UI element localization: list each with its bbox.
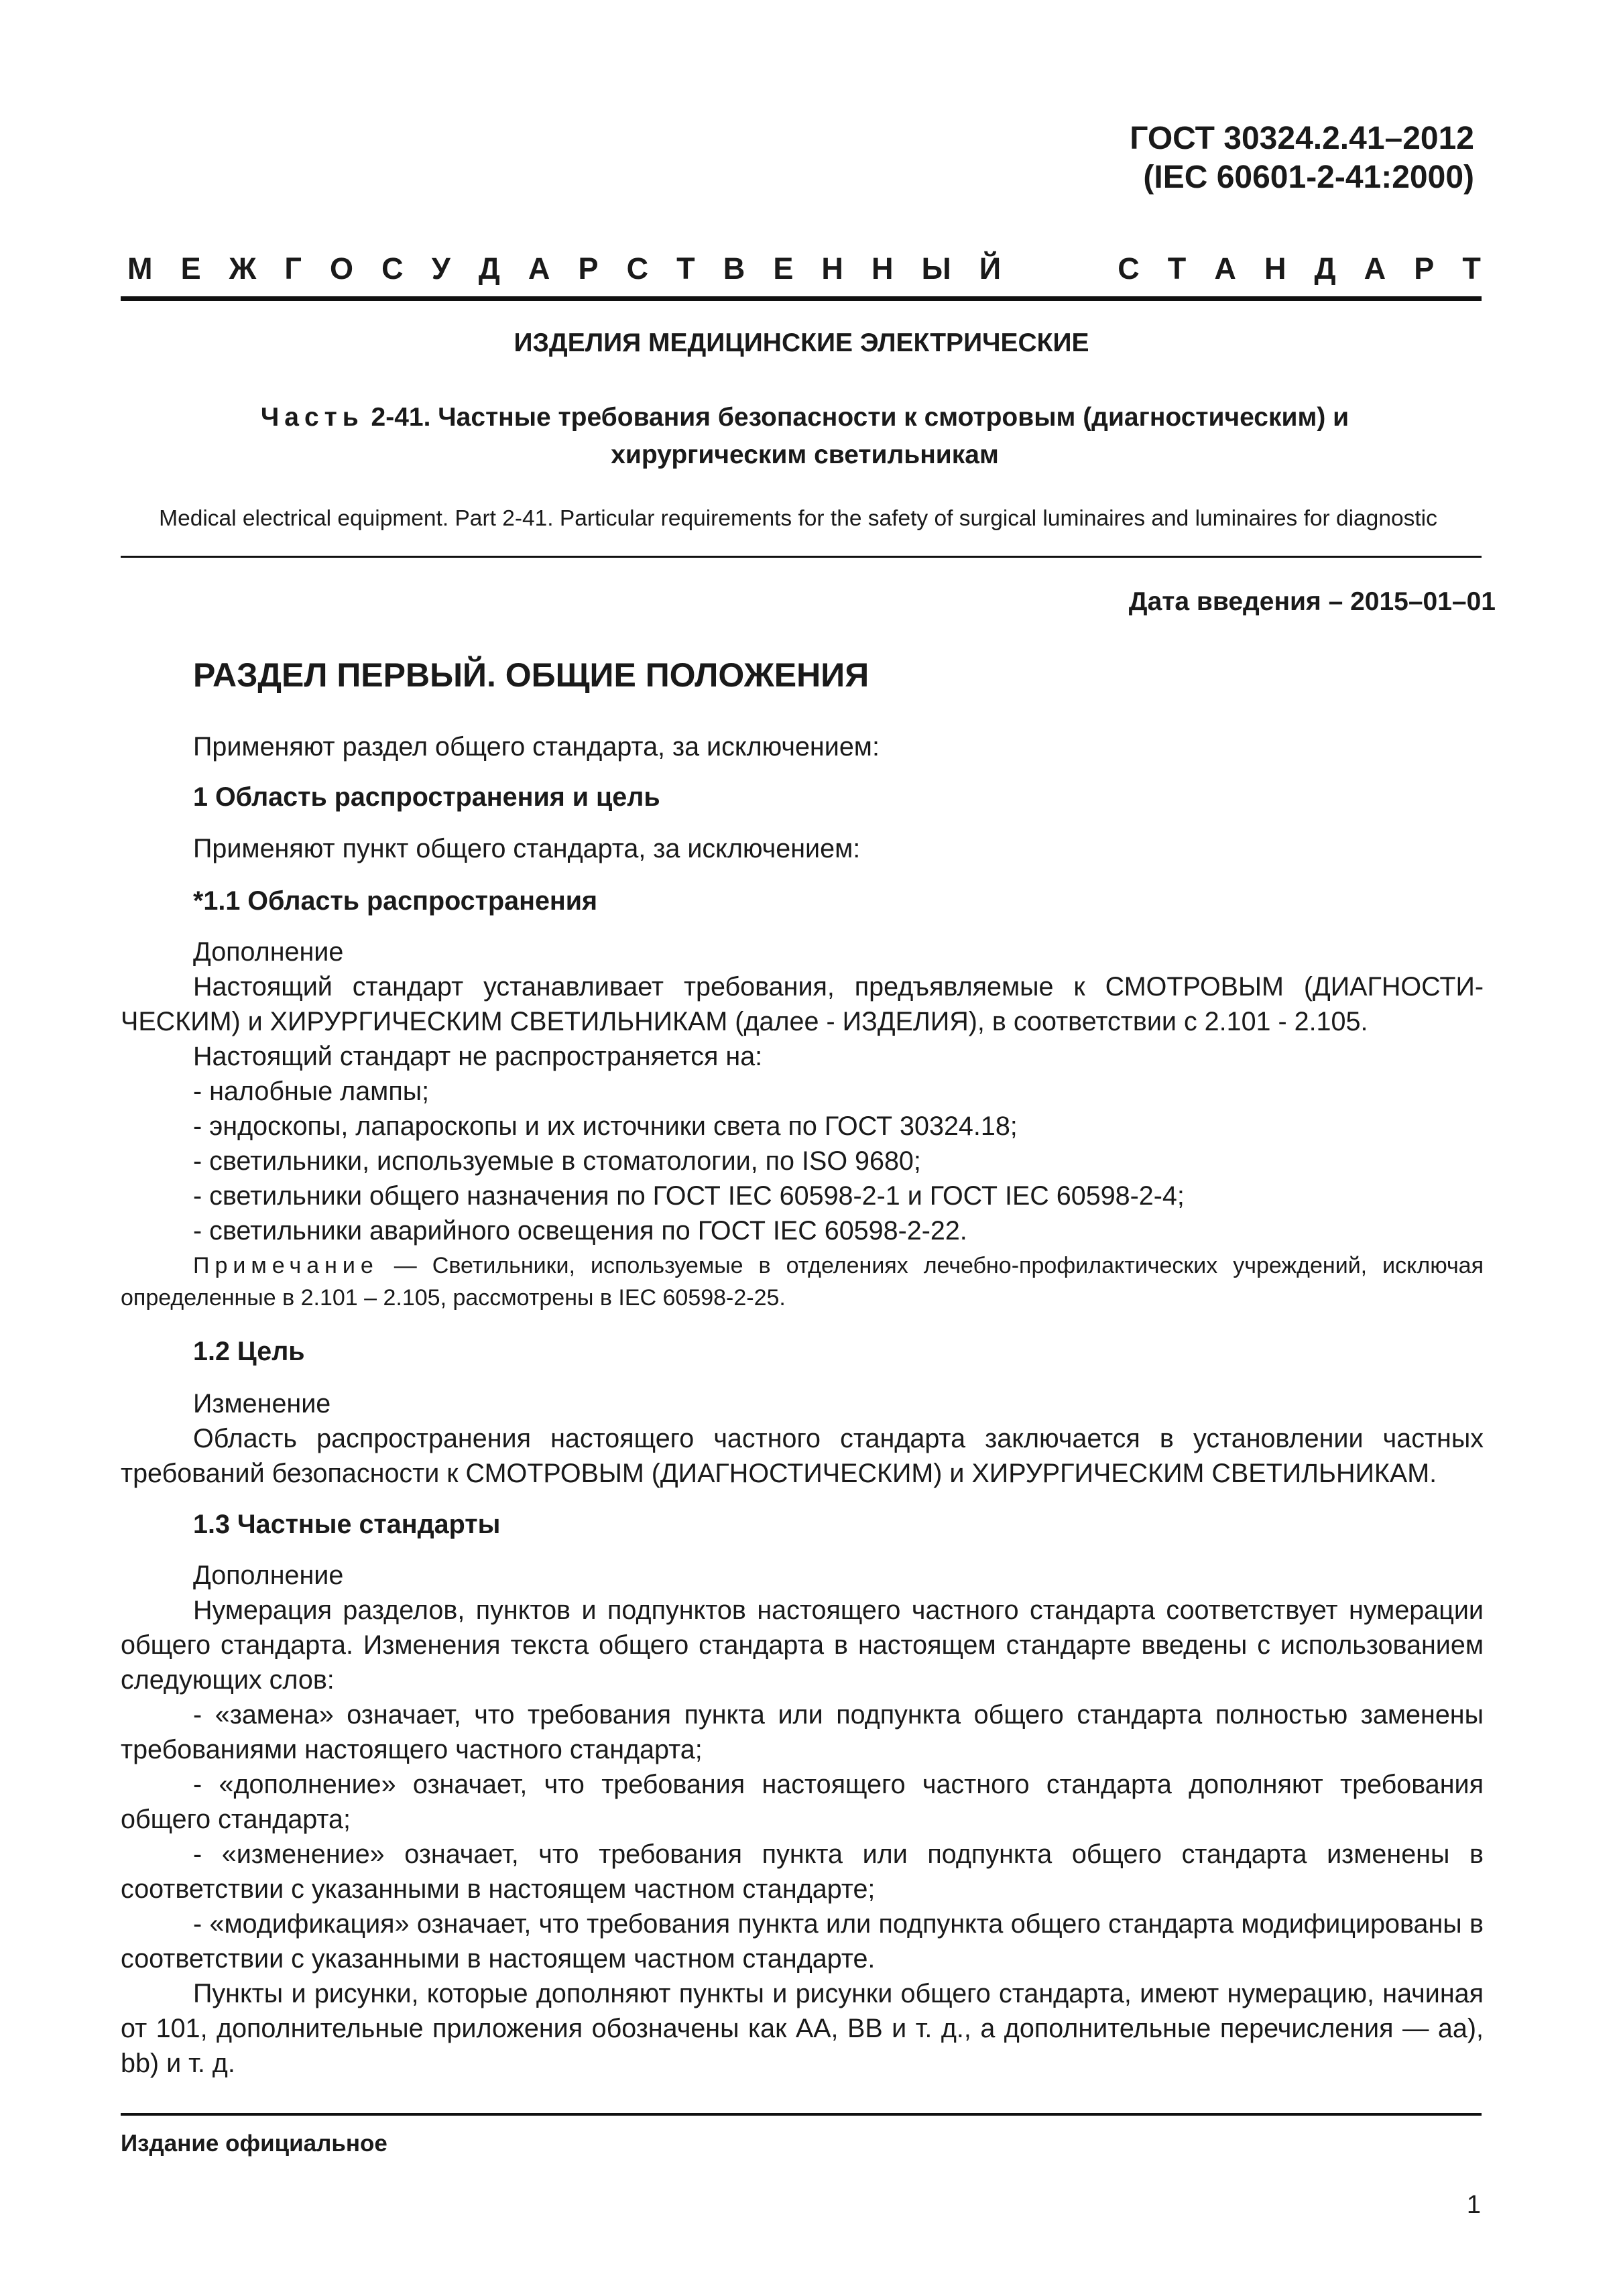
english-title: Medical electrical equipment. Part 2-41. Particular requirements for the safety of surgical luminaires and luminaires for diagnostic [159,506,1437,531]
heading-1-1: *1.1 Область распространения [193,886,598,916]
particular-standards-block [121,1558,1484,2081]
banner-rule [121,296,1482,301]
part-prefix: Часть [260,403,364,432]
banner-letter: У [431,251,450,286]
note-text: — Светильники, используемые в отделениях лечебно-профилактических учреждений, исключая определенные в 2.101 – 2.105, рассмотрены в IEC 60598-2-25. [121,1253,1484,1311]
banner-letter: Е [773,251,794,286]
interstate-standard-banner [127,251,1481,286]
banner-letter: Т [1167,251,1187,286]
banner-letter: С [1118,251,1140,286]
addition-label: Дополнение [193,1561,344,1590]
banner-letter: Е [180,251,201,286]
banner-letter: Р [578,251,599,286]
footer-rule [121,2113,1482,2116]
paragraph-final: Пункты и рисунки, которые дополняют пункты и рисунки общего стандарта, имеют нумерацию, начиная от 101, дополнительные приложения обозначены как АА, ВВ и т. д., а дополнительные перечисления — аа), bb) и т. д. [121,1979,1484,2078]
title-rule [121,556,1482,558]
banner-letter: С [626,251,649,286]
banner-letter: Д [1314,251,1336,286]
banner-letter: А [528,251,550,286]
note-label: Примечание [193,1253,379,1278]
exclusion-item: - эндоскопы, лапароскопы и их источники света по ГОСТ 30324.18; [193,1111,1018,1141]
goal-block [121,1386,1484,1491]
document-title: ИЗДЕЛИЯ МЕДИЦИНСКИЕ ЭЛЕКТРИЧЕСКИЕ [514,328,1089,357]
part-title [161,399,1449,474]
word-definition: - «модификация» означает, что требования пункта или подпункта общего стандарта модифицированы в соответствии с указанными в настоящем частном стандарте. [121,1909,1484,1974]
heading-1-3: 1.3 Частные стандарты [193,1510,501,1539]
banner-letter: Й [979,251,1002,286]
introduction-date: Дата введения – 2015–01–01 [1128,587,1496,616]
part-title-line1: 2-41. Частные требования безопасности к смотровым (диагностическим) и [363,403,1349,432]
section-title: РАЗДЕЛ ПЕРВЫЙ. ОБЩИЕ ПОЛОЖЕНИЯ [193,656,869,694]
banner-letter: Н [871,251,894,286]
page-number: 1 [1466,2191,1481,2219]
official-edition: Издание официальное [121,2130,387,2157]
exclusion-item: - светильники общего назначения по ГОСТ IEC 60598-2-1 и ГОСТ IEC 60598-2-4; [193,1181,1185,1211]
word-definition: - «изменение» означает, что требования пункта или подпункта общего стандарта изменены в соответствии с указанными в настоящем частном стандарте; [121,1839,1484,1904]
banner-letter: С [381,251,404,286]
banner-letter: Д [478,251,500,286]
addition-label: Дополнение [193,937,344,967]
paragraph-apply-item: Применяют пункт общего стандарта, за исключением: [193,834,861,863]
heading-1: 1 Область распространения и цель [193,782,660,812]
banner-letter: А [1214,251,1236,286]
paragraph-scope: Настоящий стандарт устанавливает требования, предъявляемые к СМОТРОВЫМ (ДИАГНОСТИ-ЧЕСКИМ) и ХИРУРГИЧЕСКИМ СВЕТИЛЬНИКАМ (далее - ИЗДЕЛИЯ), в соответствии с 2.101 - 2.105. [121,972,1484,1036]
banner-letter: Г [284,251,302,286]
standard-code: ГОСТ 30324.2.41–2012 [1130,121,1474,156]
exclusion-item: - светильники аварийного освещения по ГОСТ IEC 60598-2-22. [193,1216,967,1246]
banner-letter: М [127,251,153,286]
paragraph-apply-section: Применяют раздел общего стандарта, за исключением: [193,732,880,762]
note [121,1250,1484,1314]
banner-letter: Ы [921,251,951,286]
paragraph-numbering: Нумерация разделов, пунктов и подпунктов настоящего частного стандарта соответствует нумерации общего стандарта. Изменения текста общего стандарта в настоящем стандарте введены с использованием следующих слов: [121,1595,1484,1695]
banner-letter: О [330,251,354,286]
banner-letter: А [1364,251,1386,286]
banner-letter: В [723,251,745,286]
scope-block [121,934,1484,1248]
change-label: Изменение [193,1389,331,1418]
paragraph-not-apply: Настоящий стандарт не распространяется на: [193,1042,763,1071]
part-title-line2: хирургическим светильникам [611,440,999,469]
exclusion-item: - светильники, используемые в стоматологии, по ISO 9680; [193,1146,921,1176]
heading-1-2: 1.2 Цель [193,1337,305,1366]
paragraph-goal: Область распространения настоящего частного стандарта заключается в установлении частных требований безопасности к СМОТРОВЫМ (ДИАГНОСТИЧЕСКИМ) и ХИРУРГИЧЕСКИМ СВЕТИЛЬНИКАМ. [121,1424,1484,1488]
banner-letter: Р [1414,251,1435,286]
banner-letter: Н [1264,251,1286,286]
banner-letter: Т [1462,251,1481,286]
banner-letter: Т [676,251,695,286]
word-definition: - «дополнение» означает, что требования настоящего частного стандарта дополняют требования общего стандарта; [121,1770,1484,1834]
word-definition: - «замена» означает, что требования пункта или подпункта общего стандарта полностью заменены требованиями настоящего частного стандарта; [121,1700,1484,1764]
iec-code: (IEC 60601-2-41:2000) [1143,160,1474,195]
exclusion-item: - налобные лампы; [193,1077,430,1106]
banner-letter: Ж [229,251,257,286]
banner-word-gap [1029,251,1089,286]
banner-letter: Н [821,251,843,286]
standard-code-block [1130,119,1474,197]
